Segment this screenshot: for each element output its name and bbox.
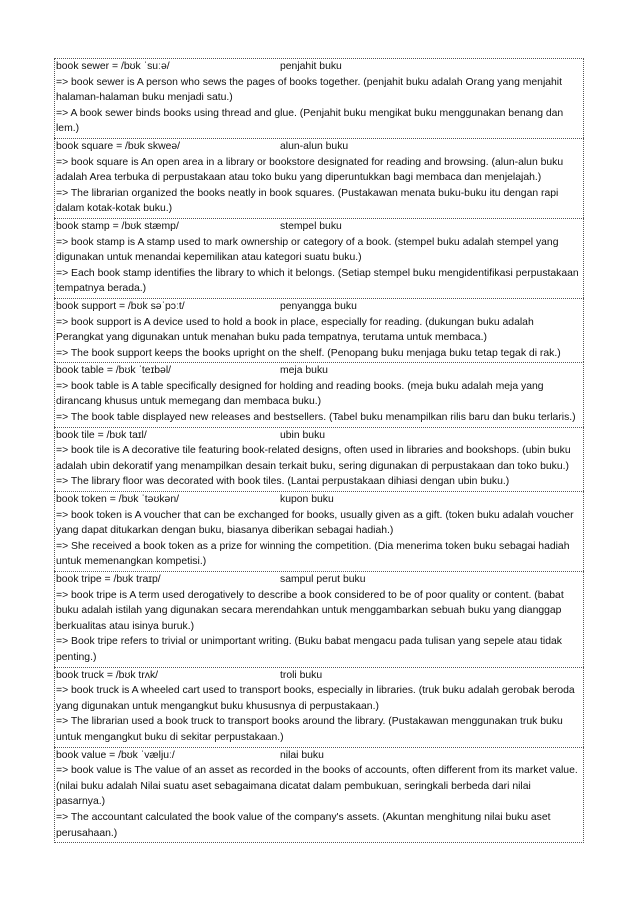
entry-example: => The librarian organized the books neatly in book squares. (Pustakawan menata buku-buku itu dengan rapi dalam kotak-kotak buku.)	[56, 187, 559, 215]
entry-headline	[56, 428, 582, 444]
glossary-entry	[54, 667, 584, 747]
glossary-entry	[54, 138, 584, 218]
entry-meaning: ubin buku	[280, 429, 326, 441]
glossary-entry	[54, 362, 584, 426]
entry-definition: => book token is A voucher that can be exchanged for books, usually given as a gift. (token buku adalah voucher yang dapat ditukarkan dengan buku, biasanya diberikan sebagai hadiah.)	[56, 509, 574, 537]
entry-definition: => book sewer is A person who sews the pages of books together. (penjahit buku adalah Orang yang menjahit halaman-halaman buku menjadi satu.)	[56, 76, 563, 104]
entry-term: book tripe = /bʊk traɪp/	[56, 574, 161, 585]
entry-term: book support = /bʊk səˈpɔːt/	[56, 300, 185, 312]
entry-definition: => book value is The value of an asset as recorded in the books of accounts, often different from its market value. (nilai buku adalah Nilai suatu aset sebagaimana dicatat dalam pembukuan, seringkali berbeda dari nilai pasarnya.)	[56, 765, 578, 808]
glossary-entry	[54, 298, 584, 362]
entry-meaning: kupon buku	[280, 494, 334, 506]
glossary-page	[54, 58, 584, 843]
entry-meaning: meja buku	[280, 365, 328, 377]
entry-example: => The book table displayed new releases and bestsellers. (Tabel buku menampilkan rilis baru dan buku terlaris.)	[56, 412, 576, 424]
entry-term: book value = /bʊk ˈvæljuː/	[56, 749, 175, 761]
entry-meaning: sampul perut buku	[280, 574, 366, 585]
entry-headline	[56, 59, 582, 75]
entry-term: book tile = /bʊk taɪl/	[56, 429, 147, 441]
entry-meaning: troli buku	[280, 669, 323, 681]
entry-headline	[56, 572, 582, 588]
entry-definition: => book stamp is A stamp used to mark ownership or category of a book. (stempel buku adalah stempel yang digunakan untuk menandai kepemilikan atau kategori suatu buku.)	[56, 236, 559, 264]
entry-example: => The librarian used a book truck to transport books around the library. (Pustakawan menggunakan truk buku untuk mengangkut buku di sekitar perpustakaan.)	[56, 716, 563, 743]
entry-headline	[56, 748, 582, 764]
entry-example: => Each book stamp identifies the library to which it belongs. (Setiap stempel buku mengidentifikasi perpustakaan tempatnya berada.)	[56, 267, 579, 295]
entry-meaning: alun-alun buku	[280, 140, 349, 152]
entry-meaning: penyangga buku	[280, 300, 357, 312]
entry-example: => She received a book token as a prize for winning the competition. (Dia menerima token buku sebagai hadiah untuk memenangkan kompetisi.)	[56, 540, 570, 568]
entry-term: book stamp = /bʊk stæmp/	[56, 220, 179, 232]
glossary-entry	[54, 427, 584, 491]
glossary-entry	[54, 747, 584, 844]
entry-headline	[56, 668, 582, 684]
entry-meaning: stempel buku	[280, 220, 342, 232]
entry-headline	[56, 219, 582, 235]
entry-term: book sewer = /bʊk ˈsuːə/	[56, 61, 170, 72]
entry-definition: => book tile is A decorative tile featuring book-related designs, often used in libraries and bookshops. (ubin buku adalah ubin dekoratif yang menampilkan desain terkait buku, sering digunakan di perpustakaan dan toko buku.)	[56, 445, 571, 472]
entry-definition: => book truck is A wheeled cart used to transport books, especially in libraries. (truk buku adalah gerobak beroda yang digunakan untuk mengangkut buku khususnya di perpustakaan.)	[56, 685, 575, 712]
entry-definition: => book tripe is A term used derogatively to describe a book considered to be of poor quality or content. (babat buku adalah istilah yang digunakan secara merendahkan untuk menggambarkan sebuah buku yang dianggap berkualitas atau isinya buruk.)	[56, 589, 564, 632]
glossary-entry	[54, 571, 584, 667]
entry-term: book square = /bʊk skweə/	[56, 140, 181, 152]
entry-definition: => book square is An open area in a library or bookstore designated for reading and browsing. (alun-alun buku adalah Area terbuka di perpustakaan atau toko buku yang diperuntukkan bagi membaca dan menjelajah.)	[56, 156, 564, 184]
entry-headline	[56, 492, 582, 508]
entry-definition: => book table is A table specifically designed for holding and reading books. (meja buku adalah meja yang dirancang khusus untuk memegang dan membaca buku.)	[56, 380, 544, 408]
entry-headline	[56, 139, 582, 155]
entry-example: => The library floor was decorated with book tiles. (Lantai perpustakaan dihiasi dengan ubin buku.)	[56, 476, 510, 488]
entry-term: book truck = /bʊk trʌk/	[56, 669, 159, 681]
entry-meaning: penjahit buku	[280, 61, 342, 72]
entry-example: => A book sewer binds books using thread and glue. (Penjahit buku mengikat buku menggunakan benang dan lem.)	[56, 107, 564, 135]
entry-term: book token = /bʊk ˈtəʊkən/	[56, 494, 180, 506]
entry-definition: => book support is A device used to hold a book in place, especially for reading. (dukungan buku adalah Perangkat yang digunakan untuk menahan buku pada tempatnya, terutama untuk membaca.)	[56, 316, 534, 344]
entry-example: => The book support keeps the books upright on the shelf. (Penopang buku menjaga buku tetap tegak di rak.)	[56, 347, 561, 359]
entry-example: => Book tripe refers to trivial or unimportant writing. (Buku babat mengacu pada tulisan yang sepele atau tidak penting.)	[56, 636, 562, 663]
entry-headline	[56, 299, 582, 315]
entry-headline	[56, 363, 582, 379]
glossary-entry	[54, 218, 584, 298]
entry-meaning: nilai buku	[280, 749, 324, 761]
glossary-entry	[54, 491, 584, 571]
entry-term: book table = /bʊk ˈteɪbəl/	[56, 365, 172, 377]
entry-example: => The accountant calculated the book value of the company's assets. (Akuntan menghitung nilai buku aset perusahaan.)	[56, 811, 551, 839]
glossary-entry	[54, 58, 584, 138]
